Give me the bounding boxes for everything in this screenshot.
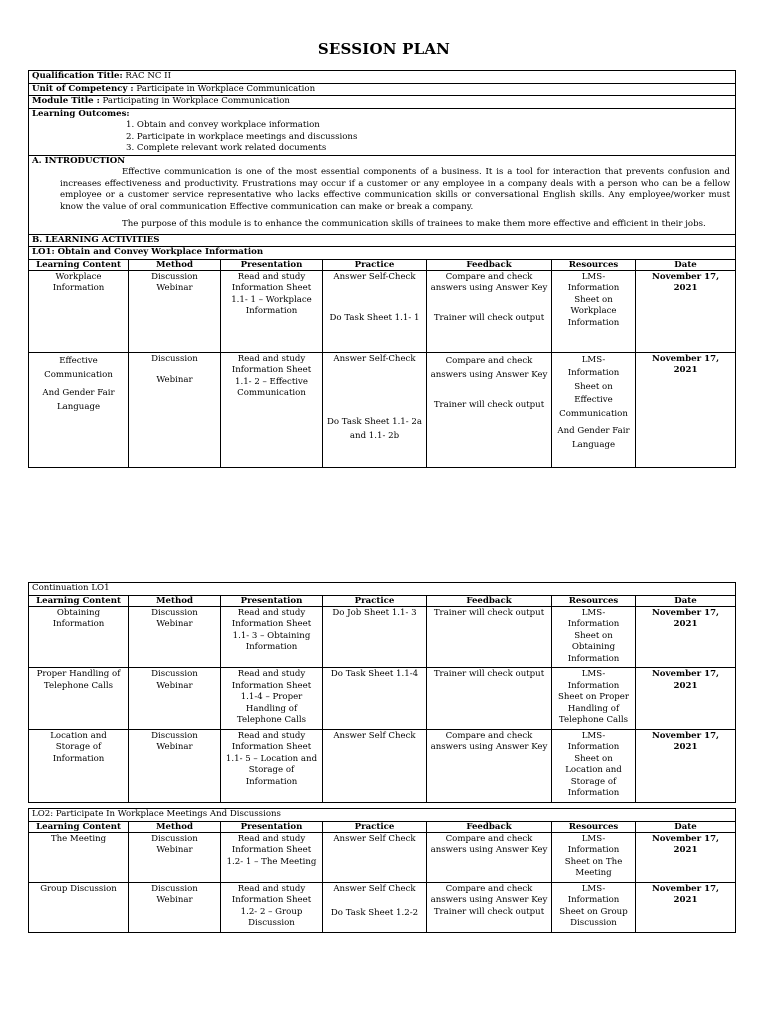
qualification-value: RAC NC II <box>125 71 171 81</box>
cell-presentation: Read and study Information Sheet 1.2- 2 – Group Discussion <box>221 882 323 932</box>
col-header-presentation: Presentation <box>221 259 323 270</box>
cell-method: Discussion Webinar <box>129 882 221 932</box>
table-row <box>29 882 736 932</box>
cell-content: Location and Storage of Information <box>29 729 129 802</box>
cell-date: November 17, 2021 <box>636 606 736 668</box>
cell-feedback: Trainer will check output <box>427 606 552 668</box>
table-row <box>29 729 736 802</box>
introduction-heading: A. INTRODUCTION <box>32 155 126 166</box>
col-header-feedback: Feedback <box>427 595 552 606</box>
cell-presentation: Read and study Information Sheet 1.1- 3 – Obtaining Information <box>221 606 323 668</box>
col-header-practice: Practice <box>323 821 427 832</box>
cell-resources: LMS- Information Sheet on Proper Handling of Telephone Calls <box>552 668 636 730</box>
cell-date: November 17, 2021 <box>636 270 736 352</box>
col-header-date: Date <box>636 821 736 832</box>
cell-practice: Answer Self Check Do Task Sheet 1.2-2 <box>323 882 427 932</box>
cell-feedback: Trainer will check output <box>427 668 552 730</box>
module-value: Participating in Workplace Communication <box>102 96 290 106</box>
qualification-row <box>29 71 736 84</box>
cell-method: Discussion Webinar <box>129 832 221 882</box>
cell-resources: LMS- Information Sheet on Effective Communication And Gender Fair Language <box>552 352 636 467</box>
col-header-practice: Practice <box>323 259 427 270</box>
col-header-presentation: Presentation <box>221 821 323 832</box>
cell-method: Discussion Webinar <box>129 668 221 730</box>
col-header-feedback: Feedback <box>427 821 552 832</box>
cell-presentation: Read and study Information Sheet 1.1- 2 – Effective Communication <box>221 352 323 467</box>
cell-resources: LMS- Information Sheet on Group Discussion <box>552 882 636 932</box>
cell-feedback: Compare and check answers using Answer Key Trainer will check output <box>427 352 552 467</box>
cell-practice: Do Job Sheet 1.1- 3 <box>323 606 427 668</box>
cell-presentation: Read and study Information Sheet 1.2- 1 – The Meeting <box>221 832 323 882</box>
cell-presentation: Read and study Information Sheet 1.1-4 – Proper Handling of Telephone Calls <box>221 668 323 730</box>
table-row <box>29 606 736 668</box>
qualification-label: Qualification Title: <box>32 71 123 81</box>
session-plan-table-lo2 <box>28 808 736 933</box>
cell-practice: Answer Self Check <box>323 832 427 882</box>
col-header-presentation: Presentation <box>221 595 323 606</box>
col-header-method: Method <box>129 259 221 270</box>
cell-content: Effective Communication And Gender Fair Language <box>29 352 129 467</box>
cell-feedback: Compare and check answers using Answer Key Trainer will check output <box>427 882 552 932</box>
table-row <box>29 668 736 730</box>
column-header-row <box>29 821 736 832</box>
lo1-heading-row <box>29 247 736 260</box>
continuation-heading: Continuation LO1 <box>29 583 736 596</box>
document-title: SESSION PLAN <box>317 40 451 58</box>
cell-feedback: Compare and check answers using Answer Key <box>427 832 552 882</box>
lo1-heading: LO1: Obtain and Convey Workplace Information <box>29 247 736 260</box>
introduction-purpose: The purpose of this module is to enhance the communication skills of trainees to make them more effective and efficient in their jobs. <box>122 219 706 229</box>
cell-date: November 17, 2021 <box>636 668 736 730</box>
col-header-method: Method <box>129 595 221 606</box>
unit-label: Unit of Competency : <box>32 83 134 94</box>
col-header-content: Learning Content <box>29 595 129 606</box>
module-row <box>29 96 736 109</box>
cell-date: November 17, 2021 <box>636 352 736 467</box>
activities-heading-row <box>29 234 736 247</box>
cell-content: The Meeting <box>29 832 129 882</box>
col-header-resources: Resources <box>552 821 636 832</box>
cell-practice: Answer Self-Check Do Task Sheet 1.1- 1 <box>323 270 427 352</box>
cell-resources: LMS- Information Sheet on The Meeting <box>552 832 636 882</box>
unit-row <box>29 83 736 96</box>
cell-date: November 17, 2021 <box>636 832 736 882</box>
col-header-method: Method <box>129 821 221 832</box>
cell-practice: Answer Self Check <box>323 729 427 802</box>
session-plan-table-lo1 <box>28 70 736 468</box>
cell-method: Discussion Webinar <box>129 352 221 467</box>
cell-presentation: Read and study Information Sheet 1.1- 1 – Workplace Information <box>221 270 323 352</box>
col-header-date: Date <box>636 259 736 270</box>
col-header-resources: Resources <box>552 259 636 270</box>
cell-date: November 17, 2021 <box>636 882 736 932</box>
introduction-paragraph: Effective communication is one of the most essential components of a business. It is a tool for interaction that prevents confusion and increases effectiveness and productivity. Frustrations may occur if a customer or any employee in a company deals with a person who can be a fellow employee or a customer service representative who lacks effective communication skills or conversational English skills. Any employee/worker must know the value of oral communication Effective communication can make or break a company. <box>60 167 731 212</box>
cell-feedback: Compare and check answers using Answer Key <box>427 729 552 802</box>
cell-method: Discussion Webinar <box>129 729 221 802</box>
outcomes-label: Learning Outcomes: <box>32 108 130 119</box>
col-header-practice: Practice <box>323 595 427 606</box>
outcome-item: 2. Participate in workplace meetings and discussions <box>126 131 358 142</box>
cell-resources: LMS- Information Sheet on Workplace Information <box>552 270 636 352</box>
introduction-row <box>29 155 736 234</box>
col-header-content: Learning Content <box>29 259 129 270</box>
activities-heading: B. LEARNING ACTIVITIES <box>29 234 736 247</box>
cell-presentation: Read and study Information Sheet 1.1- 5 – Location and Storage of Information <box>221 729 323 802</box>
cell-content: Workplace Information <box>29 270 129 352</box>
column-header-row <box>29 259 736 270</box>
col-header-feedback: Feedback <box>427 259 552 270</box>
lo2-heading: LO2: Participate In Workplace Meetings And Discussions <box>29 809 736 822</box>
cell-practice: Answer Self-Check Do Task Sheet 1.1- 2a and 1.1- 2b <box>323 352 427 467</box>
cell-method: Discussion Webinar <box>129 606 221 668</box>
col-header-resources: Resources <box>552 595 636 606</box>
unit-value: Participate in Workplace Communication <box>136 83 316 94</box>
cell-content: Obtaining Information <box>29 606 129 668</box>
outcome-item: 1. Obtain and convey workplace information <box>126 120 320 130</box>
cell-resources: LMS- Information Sheet on Location and Storage of Information <box>552 729 636 802</box>
cell-content: Proper Handling of Telephone Calls <box>29 668 129 730</box>
column-header-row <box>29 595 736 606</box>
cell-practice: Do Task Sheet 1.1-4 <box>323 668 427 730</box>
col-header-content: Learning Content <box>29 821 129 832</box>
col-header-date: Date <box>636 595 736 606</box>
cell-content: Group Discussion <box>29 882 129 932</box>
continuation-heading-row <box>29 583 736 596</box>
lo2-heading-row <box>29 809 736 822</box>
outcome-item: 3. Complete relevant work related documents <box>126 143 327 153</box>
table-row <box>29 352 736 467</box>
cell-resources: LMS- Information Sheet on Obtaining Information <box>552 606 636 668</box>
table-row <box>29 270 736 352</box>
cell-method: Discussion Webinar <box>129 270 221 352</box>
outcomes-row <box>29 108 736 155</box>
cell-date: November 17, 2021 <box>636 729 736 802</box>
session-plan-table-continuation <box>28 582 736 803</box>
table-row <box>29 832 736 882</box>
cell-feedback: Compare and check answers using Answer Key Trainer will check output <box>427 270 552 352</box>
module-label: Module Title : <box>32 96 100 106</box>
